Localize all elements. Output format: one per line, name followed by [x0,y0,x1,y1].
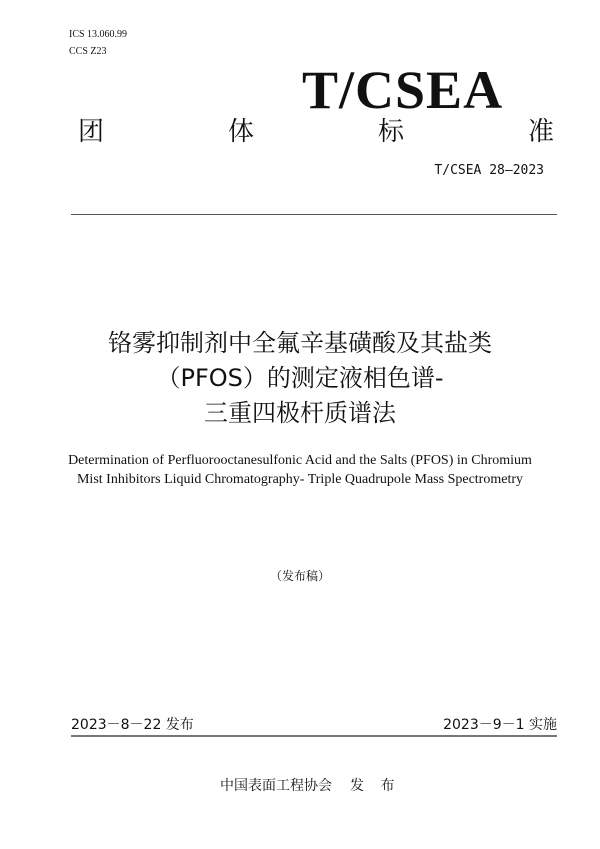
standard-type-char: 准 [527,117,554,147]
organization-mark: T/CSEA [302,60,504,120]
publisher-name: 中国表面工程协会 [220,778,332,794]
title-english [0,451,600,489]
standard-code: T/CSEA 28—2023 [434,163,544,178]
standard-type-char: 团 [78,117,105,147]
issue-date: 2023－8－22 发布 [71,717,194,733]
standard-type [78,116,554,148]
top-divider [71,214,557,215]
publisher [220,775,400,795]
draft-status: （发布稿） [269,569,330,583]
publisher-action: 发 布 [350,778,401,794]
ics-code: ICS 13.060.99 [69,29,128,40]
title-line: 三重四极杆质谱法 [204,399,396,427]
title-chinese [0,326,600,431]
standard-type-char: 体 [227,117,254,147]
title-line: 铬雾抑制剂中全氟辛基磺酸及其盐类 [108,329,492,357]
title-en-line: Determination of Perfluorooctanesulfonic Acid and the Salts (PFOS) in Chromium [68,453,532,468]
implementation-date: 2023－9－1 实施 [443,717,557,733]
title-en-line: Mist Inhibitors Liquid Chromatography- Triple Quadrupole Mass Spectrometry [76,472,523,487]
ccs-code: CCS Z23 [69,46,107,57]
standard-type-char: 标 [377,117,404,147]
bottom-divider [71,735,557,737]
title-line: （PFOS）的测定液相色谱- [156,364,444,392]
